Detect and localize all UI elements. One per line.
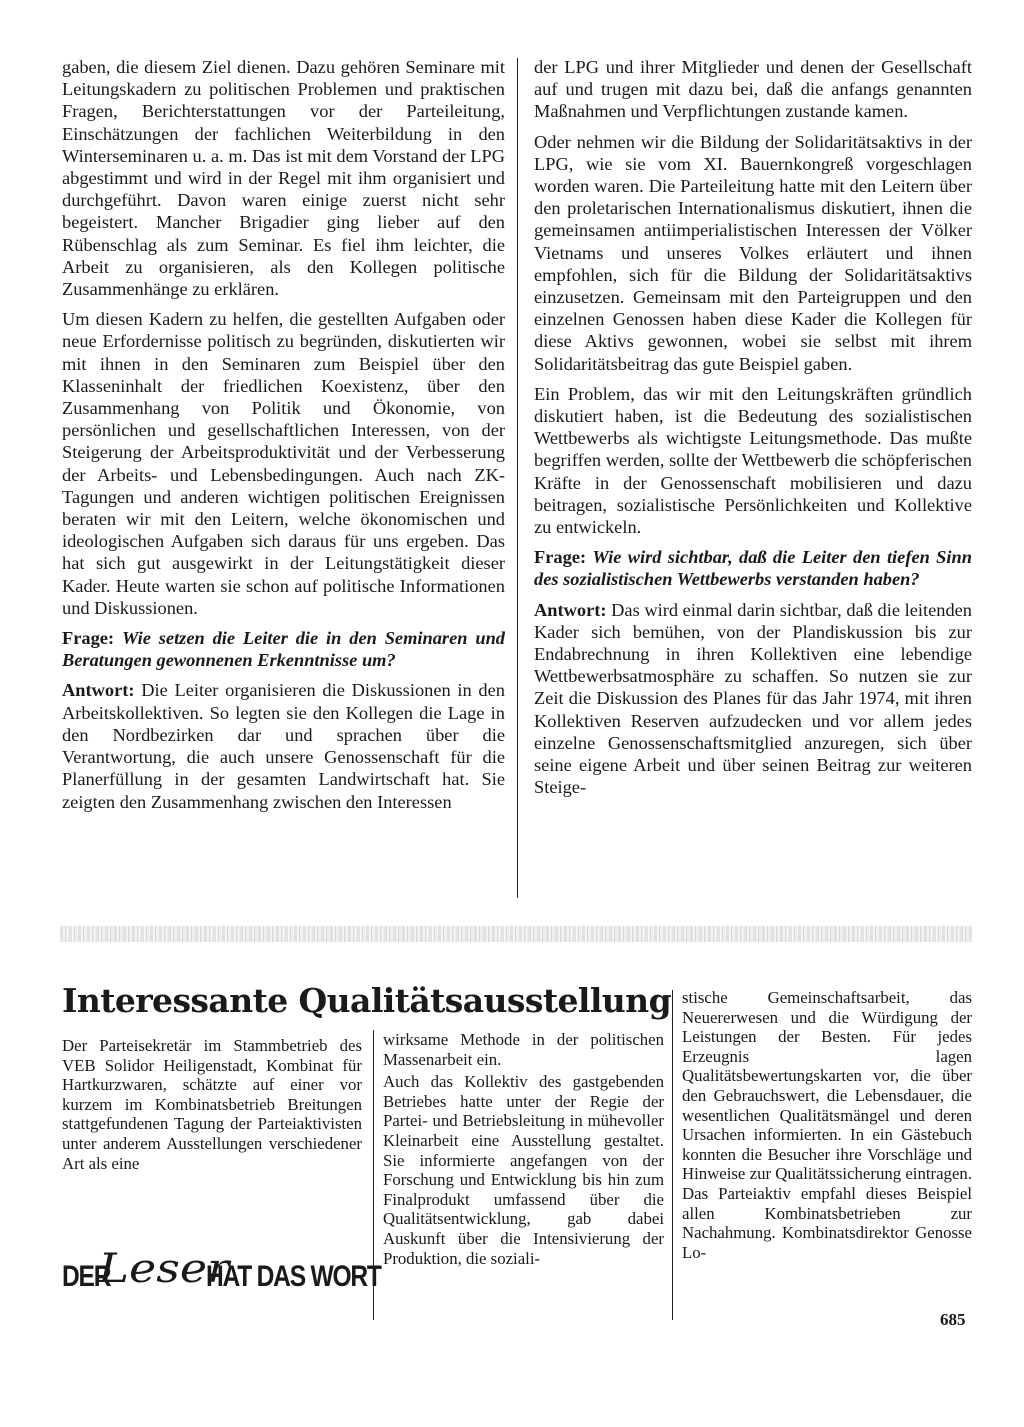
answer-block <box>534 599 972 799</box>
answer-block <box>62 679 505 812</box>
column-divider <box>672 990 673 1320</box>
paragraph: Um diesen Kadern zu helfen, die gestellten Aufgaben oder neue Erfordernisse politisch zu begründen, diskutierten wir mit ihnen in den Seminaren zum Beispiel über den Klasseninhalt der friedlichen Koexistenz, über den Zusammenhang von Politik und Ökonomie, von persönlichen und gesellschaftlichen Interessen, von der Steigerung der Arbeitsproduktivität und der Verbesserung der Arbeits- und Lebensbedingungen. Auch nach ZK-Tagungen und anderen wichtigen politischen Ereignissen beraten wir mit den Leitern, welche ökonomischen und ideologischen Aufgaben sich daraus für uns ergeben. Das hat sich gut ausgewirkt in der Leitungstätigkeit dieser Kader. Heute warten sie schon auf politische Informationen und Diskussionen. <box>62 309 505 618</box>
bottom-column-3 <box>682 988 972 1265</box>
paragraph: stische Gemeinschaftsarbeit, das Neuererwesen und die Würdigung der Leistungen der Besten. Für jedes Erzeugnis lagen Qualitätsbewertungskarten vor, die über den Gebrauchswert, die Lebensdauer, die wesentlichen Qualitätsmängel und deren Ursachen informierten. In ein Gästebuch konnten die Besucher ihre Vorschläge und Hinweise zur Qualitätssicherung eintragen. Das Parteiaktiv empfahl dieses Beispiel allen Kombinatsbetrieben zur Nachahmung. Kombinatsdirektor Genosse Lo- <box>682 988 972 1262</box>
article-headline: Interessante Qualitätsausstellung <box>62 981 672 1020</box>
question-text: Wie setzen die Leiter die in den Seminaren und Beratungen gewonnenen Erkenntnisse um? <box>62 628 505 671</box>
paragraph: gaben, die diesem Ziel dienen. Dazu gehören Seminare mit Leitungskadern zu politischen Problemen und praktischen Fragen, Berichterstattungen vor der Parteileitung, Einschätzungen der fachlichen Weiterbildung in den Winterseminaren u. a. m. Das ist mit dem Vorstand der LPG abgestimmt und wird in der Regel mit ihm organisiert und durchgeführt. Davon waren einige zuerst nicht sehr begeistert. Mancher Brigadier ging lieber auf den Rübenschlag als zum Seminar. Es fiel ihm leichter, die Arbeit zu organisieren, als den Kollegen politische Zusammenhänge zu erklären. <box>62 57 505 300</box>
rubric-word-hat-das-wort: HAT DAS WORT <box>206 1260 382 1293</box>
rubric-logo <box>62 1244 382 1310</box>
paragraph: der LPG und ihrer Mitglieder und denen der Gesellschaft auf und trugen mit dazu bei, daß die anfangs genannten Maßnahmen und Verpflichtungen zustande kamen. <box>534 57 972 122</box>
paragraph: Auch das Kollektiv des gastgebenden Betriebes hatte unter der Regie der Partei- und Betriebsleitung in mühevoller Kleinarbeit eine Ausstellung gestaltet. Sie informierte angefangen von der Forschung und Entwicklung bis hin zum Finalprodukt umfassend über die Qualitätsentwicklung, gab dabei Auskunft über die Intensivierung der Produktion, die soziali- <box>383 1072 664 1268</box>
answer-text: Das wird einmal darin sichtbar, daß die leitenden Kader sich bemühen, von der Plandiskussion bis zur Endabrechnung in ihren Kollektiven eine lebendige Wettbewerbsatmosphäre zu schaffen. So nutzen sie zur Zeit die Diskussion des Planes für das Jahr 1974, mit ihren Kollektiven Reserven aufzudecken und vor allem jedes einzelne Genossenschaftsmitglied anzuregen, sich über seine eigene Arbeit und über seinen Beitrag zur weiteren Steige- <box>534 599 972 798</box>
article-left-column <box>62 56 505 821</box>
question-text: Wie wird sichtbar, daß die Leiter den tiefen Sinn des sozialistischen Wettbewerbs verstanden haben? <box>534 547 972 590</box>
paragraph: Oder nehmen wir die Bildung der Solidaritätsaktivs in der LPG, wie sie vom XI. Bauernkongreß vorgeschlagen worden waren. Die Parteileitung hatte mit den Leitern über den proletarischen Internationalismus diskutiert, ihnen die gemeinsamen antiimperialistischen Interessen der Völker Vietnams und unseres Volkes erläutert und ihnen empfohlen, sich für die Bildung der Solidaritätsaktivs einzusetzen. Gemeinsam mit den Parteigruppen und den einzelnen Genossen haben diese Kader die Kollegen für diese Aktivs gewonnen, wobei sie selbst mit ihrem Solidaritätsbeitrag das gute Beispiel gaben. <box>534 131 972 374</box>
paragraph: wirksame Methode in der politischen Massenarbeit ein. <box>383 1030 664 1069</box>
question-block <box>62 627 505 671</box>
bottom-column-2 <box>383 1030 664 1271</box>
answer-label: Antwort: <box>62 680 135 701</box>
question-block <box>534 546 972 590</box>
rubric-script-leser: Leser <box>98 1246 229 1292</box>
answer-text: Die Leiter organisieren die Diskussionen in den Arbeitskollektiven. So legten sie den Kollegen die Lage in den Nordbezirken dar und sprachen über die Verantwortung, die auch unsere Genossenschaft für die Planerfüllung in der gesamten Landwirtschaft hat. Sie zeigten den Zusammenhang zwischen den Interessen <box>62 680 505 812</box>
bottom-column-1 <box>62 1036 362 1176</box>
column-divider <box>517 58 518 898</box>
page-number: 685 <box>940 1310 966 1329</box>
paragraph: Ein Problem, das wir mit den Leitungskräften gründlich diskutiert haben, ist die Bedeutung des sozialistischen Wettbewerbs als wichtigste Leitungsmethode. Das mußte begriffen werden, sollte der Wettbewerb die schöpferischen Kräfte in der Genossenschaft mobilisieren und dazu beitragen, sozialistische Persönlichkeiten und Kollektive zu entwickeln. <box>534 383 972 538</box>
question-label: Frage: <box>534 547 587 568</box>
question-label: Frage: <box>62 628 115 649</box>
rubric-word-der: DER <box>62 1260 111 1293</box>
section-divider-band <box>60 926 972 942</box>
paragraph: Der Parteisekretär im Stammbetrieb des VEB Solidor Heiligenstadt, Kombinat für Hartkurzwaren, schätzte auf einer vor kurzem im Kombinatsbetrieb Breitungen stattgefundenen Tagung der Parteiaktivisten unter anderem Ausstellungen verschiedener Art als eine <box>62 1036 362 1173</box>
article-right-column <box>534 56 972 807</box>
answer-label: Antwort: <box>534 599 607 620</box>
